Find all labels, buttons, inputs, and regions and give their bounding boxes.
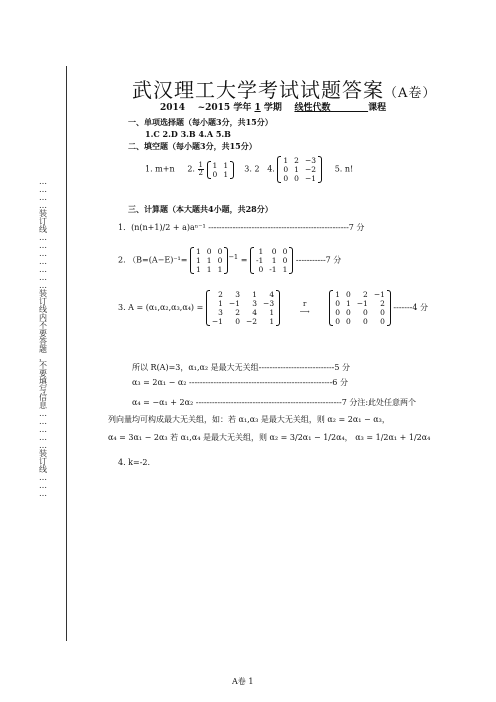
margin-char: 线: [39, 465, 47, 474]
page-title: 武汉理工大学考试试题答案（A卷）: [132, 78, 437, 102]
matrix-cell: 1: [206, 265, 212, 274]
matrix-cell: 0: [282, 247, 288, 256]
margin-char: …: [39, 425, 47, 434]
margin-char: …: [39, 417, 47, 426]
margin-char: …: [39, 193, 47, 202]
fraction: $\frac{1}{2}$: [198, 161, 203, 177]
matrix-cell: 1: [212, 160, 218, 170]
q2-answer: 2. （B=(A−E)⁻¹= 1 0 0 1 1 0 1 1 1 $^{-1}$ = 1 0 0 -1 1 0 0 -1 1 -----------7 分: [118, 247, 342, 274]
matrix-cell: 2: [218, 290, 223, 299]
relation-alpha3: α₃ = 2α₁ − α₂ -----------------------------------------------------6 分: [132, 378, 348, 387]
matrix-cell: 0: [380, 308, 385, 317]
matrix-cell: 2: [294, 156, 299, 165]
matrix-cell: 2: [235, 308, 240, 317]
margin-char: 装: [39, 209, 47, 218]
margin-char: …: [39, 481, 47, 490]
matrix-cell: 3: [252, 299, 258, 308]
row-reduce-arrow: r ⟶: [299, 300, 310, 316]
margin-char: …: [39, 489, 47, 498]
matrix-cell: 0: [380, 317, 385, 326]
matrix-cell: 0: [283, 165, 289, 174]
matrix-cell: −2: [245, 317, 258, 326]
matrix-cell: 1: [335, 290, 340, 299]
matrix-cell: 1: [196, 265, 201, 274]
matrix-cell: −3: [304, 156, 316, 165]
margin-char: 线: [39, 225, 47, 234]
margin-char: …: [39, 281, 47, 290]
matrix-B-inverse: [250, 247, 293, 274]
margin-char: …: [39, 233, 47, 242]
matrix-cell: 0: [235, 317, 240, 326]
matrix-cell: 0: [335, 299, 340, 308]
matrix-cell: 0: [258, 265, 264, 274]
margin-char: 填: [39, 377, 47, 386]
binding-line: [66, 66, 67, 641]
margin-char: …: [39, 473, 47, 482]
margin-char: 装: [39, 449, 47, 458]
matrix-cell: 1: [283, 156, 289, 165]
matrix-cell: 1: [217, 265, 223, 274]
matrix-cell: 0: [217, 247, 223, 256]
margin-char: 不: [39, 321, 47, 330]
matrix-cell: 0: [206, 247, 212, 256]
matrix-cell: −2: [304, 165, 316, 174]
margin-char: …: [39, 201, 47, 210]
margin-char: …: [39, 185, 47, 194]
matrix-cell: 1: [294, 165, 299, 174]
section2-answers: 1. m+n 2. $\frac{1}{2}$ 1 1 0 1 3. 2 4. 1 2 −3 0 1 −2 0 0 −1 5. n!: [145, 156, 354, 183]
q1-answer: 1．(n(n+1)/2 + a)aⁿ⁻¹ ----------------------------------------------------7 分: [118, 223, 365, 232]
matrix-cell: 0: [212, 169, 218, 179]
matrix-cell: 0: [345, 317, 351, 326]
matrix-cell: −1: [356, 299, 368, 308]
margin-char: …: [39, 241, 47, 250]
matrix-cell: 0: [363, 317, 368, 326]
matrix-cell: 0: [335, 308, 340, 317]
matrix-cell: 4: [252, 308, 258, 317]
margin-char: …: [39, 177, 47, 186]
margin-char: 订: [39, 457, 47, 466]
matrix-cell: -1: [255, 256, 264, 265]
matrix-cell: 4: [269, 290, 275, 299]
margin-char: 要: [39, 329, 47, 338]
matrix-cell: 1: [252, 290, 258, 299]
rank-statement: 所以 R(A)=3，α₁,α₂ 是最大无关组----------------------------5 分: [132, 363, 351, 372]
margin-char: 不: [39, 361, 47, 370]
section2-heading: 二、填空题（每小题3分，共15分）: [128, 141, 257, 151]
margin-char: 题: [39, 345, 47, 354]
exam-subtitle: 2014 ~2015 学年 1 学期 线性代数 课程: [160, 103, 387, 113]
margin-char: 订: [39, 217, 47, 226]
margin-char: 订: [39, 297, 47, 306]
matrix-cell: 1: [196, 256, 201, 265]
note-line-1: 列向量均可构成最大无关组，如：若 α₁,α₃ 是最大无关组，则 α₂ = 2α₁ − α₃，: [108, 415, 390, 424]
matrix-cell: 2: [380, 299, 385, 308]
matrix-cell: 1: [223, 160, 229, 170]
matrix-cell: 3: [218, 308, 223, 317]
section1-heading: 一、单项选择题（每小题3分，共15分）: [128, 117, 273, 127]
matrix-cell: 1: [345, 299, 351, 308]
matrix-cell: 1: [271, 256, 277, 265]
matrix-cell: −1: [373, 290, 385, 299]
note-line-2: α₄ = 3α₁ − 2α₃ 若 α₁,α₄ 是最大无关组，则 α₂ = 3/2α₁ − 1/2α₄， α₃ = 1/2α₁ + 1/2α₄: [108, 433, 431, 442]
margin-char: …: [39, 409, 47, 418]
matrix-cell: 1: [196, 247, 201, 256]
margin-char: 内: [39, 313, 47, 322]
page-footer: A卷 1: [232, 677, 254, 686]
margin-char: 装: [39, 289, 47, 298]
matrix-cell: 1: [282, 265, 288, 274]
matrix-cell: 0: [283, 174, 289, 183]
matrix-cell: 0: [271, 247, 277, 256]
matrix-reduced: [329, 290, 391, 326]
matrix-cell: -1: [269, 265, 277, 274]
matrix-cell: 1: [223, 169, 229, 179]
matrix-cell: 1: [269, 308, 275, 317]
q4-answer: 4. k=-2.: [118, 458, 151, 467]
matrix-2x2: [207, 161, 235, 179]
matrix-cell: −1: [304, 174, 316, 183]
matrix-cell: 1: [218, 299, 223, 308]
matrix-B: [190, 247, 228, 274]
matrix-cell: −1: [211, 317, 223, 326]
margin-char: 要: [39, 369, 47, 378]
matrix-cell: 0: [217, 256, 223, 265]
margin-char: …: [39, 433, 47, 442]
matrix-cell: 1: [206, 256, 212, 265]
margin-char: ，: [39, 353, 47, 362]
matrix-3x3-answer4: [277, 156, 322, 183]
matrix-cell: 0: [294, 174, 299, 183]
matrix-cell: −3: [263, 299, 275, 308]
margin-char: …: [39, 265, 47, 274]
section3-heading: 三、计算题（本大题共4小题，共28分）: [128, 204, 273, 214]
margin-char: 信: [39, 393, 47, 402]
matrix-cell: 0: [345, 290, 351, 299]
q3-answer: 3. A = (α₁,α₂,α₃,α₄) = 2 3 1 4 1 −1 3 −3 3 2 4 1 −1 0 −2 1 r ⟶ 1 0 2 −1 0 1 −1 2 0 0 0 0 0 0 0 0 -------4 分: [118, 290, 428, 326]
margin-char: 答: [39, 337, 47, 346]
margin-char: …: [39, 273, 47, 282]
matrix-cell: 1: [269, 317, 275, 326]
matrix-cell: 0: [335, 317, 340, 326]
margin-char: …: [39, 249, 47, 258]
matrix-cell: 0: [282, 256, 288, 265]
relation-alpha4: α₄ = −α₁ + 2α₂ ------------------------------------------------------7 分注:此处任意两个: [132, 398, 417, 407]
margin-char: 息: [39, 401, 47, 410]
margin-char: 线: [39, 305, 47, 314]
matrix-cell: 0: [345, 308, 351, 317]
binding-margin-text: [38, 178, 48, 498]
matrix-cell: 2: [363, 290, 368, 299]
margin-char: …: [39, 441, 47, 450]
matrix-cell: 0: [363, 308, 368, 317]
matrix-cell: 3: [235, 290, 240, 299]
matrix-A: [206, 290, 280, 326]
matrix-cell: −1: [228, 299, 240, 308]
margin-char: …: [39, 257, 47, 266]
matrix-cell: 1: [258, 247, 264, 256]
section1-answers: 1.C 2.D 3.B 4.A 5.B: [145, 129, 231, 139]
margin-char: 写: [39, 385, 47, 394]
